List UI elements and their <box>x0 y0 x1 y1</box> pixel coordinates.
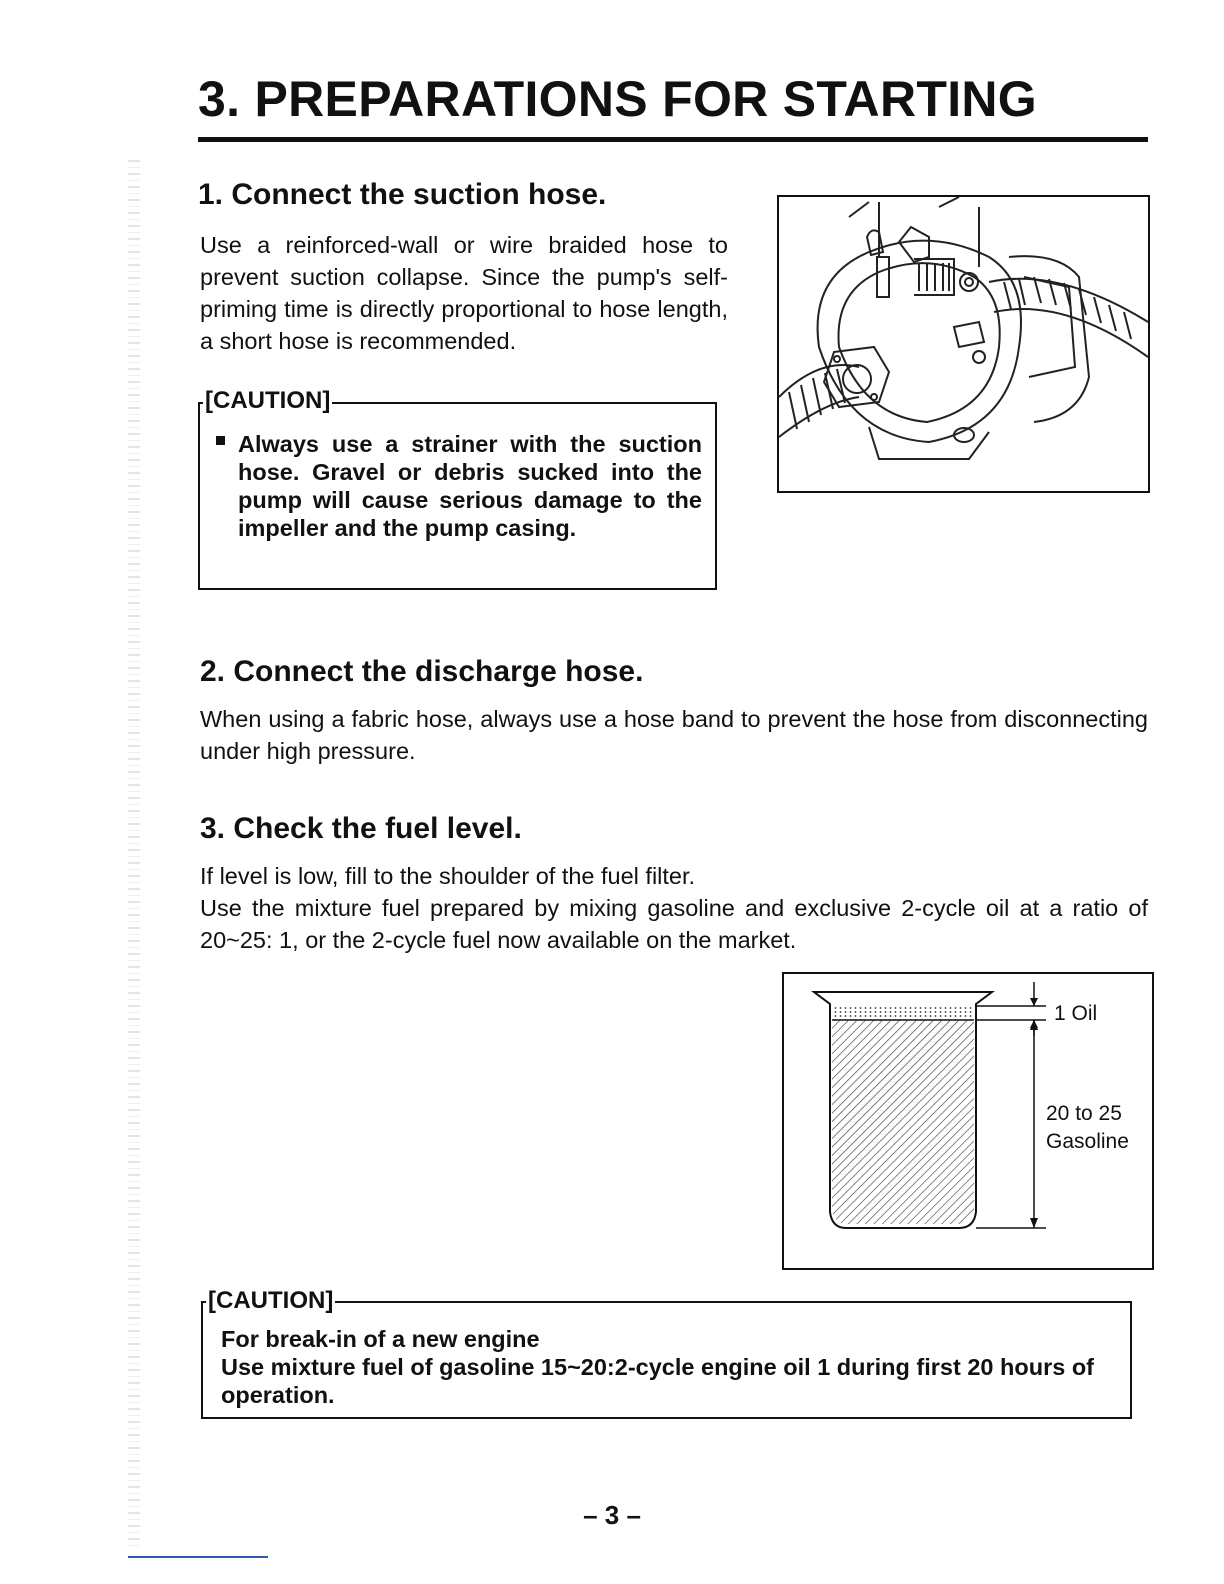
caution-break-in-line2: Use mixture fuel of gasoline 15~20:2-cycle engine oil 1 during first 20 hours of operation. <box>221 1354 1094 1408</box>
title-underline <box>198 137 1148 142</box>
section-3-body-line1: If level is low, fill to the shoulder of the fuel filter. <box>200 863 696 889</box>
pump-hose-figure <box>777 195 1150 493</box>
caution-label-1: [CAUTION] <box>205 387 331 414</box>
scan-edge-artifact <box>128 160 140 1550</box>
section-3-body-line2: Use the mixture fuel prepared by mixing gasoline and exclusive 2-cycle oil at a ratio of 20~25: 1, or the 2-cycle fuel now available on the market. <box>200 895 1148 953</box>
section-2-body: When using a fabric hose, always use a hose band to prevent the hose from disconnecting under high pressure. <box>200 706 1148 764</box>
caution-box-strainer <box>198 402 717 590</box>
page-title: 3. PREPARATIONS FOR STARTING <box>198 71 1037 127</box>
section-2-heading: 2. Connect the discharge hose. <box>200 655 644 688</box>
caution-label-2: [CAUTION] <box>208 1287 334 1314</box>
pump-illustration <box>779 197 1148 491</box>
page-number: – 3 – <box>583 1500 641 1530</box>
caution-box-break-in <box>201 1301 1132 1419</box>
fuel-mixture-figure <box>782 972 1154 1270</box>
caution-strainer-text: Always use a strainer with the suction hose. Gravel or debris sucked into the pump will cause serious damage to the impeller and the pump casing. <box>238 431 702 541</box>
section-1-body: Use a reinforced-wall or wire braided hose to prevent suction collapse. Since the pump's self-priming time is directly proportional to hose length, a short hose is recommended. <box>200 232 728 354</box>
caution-break-in-line1: For break-in of a new engine <box>221 1326 540 1352</box>
gasoline-label: Gasoline <box>1046 1130 1129 1153</box>
gasoline-ratio-label: 20 to 25 <box>1046 1102 1122 1125</box>
oil-ratio-label: 1 Oil <box>1054 1002 1098 1025</box>
section-1-heading: 1. Connect the suction hose. <box>198 178 607 211</box>
scan-bottom-rule <box>128 1556 268 1558</box>
section-3-heading: 3. Check the fuel level. <box>200 812 522 845</box>
